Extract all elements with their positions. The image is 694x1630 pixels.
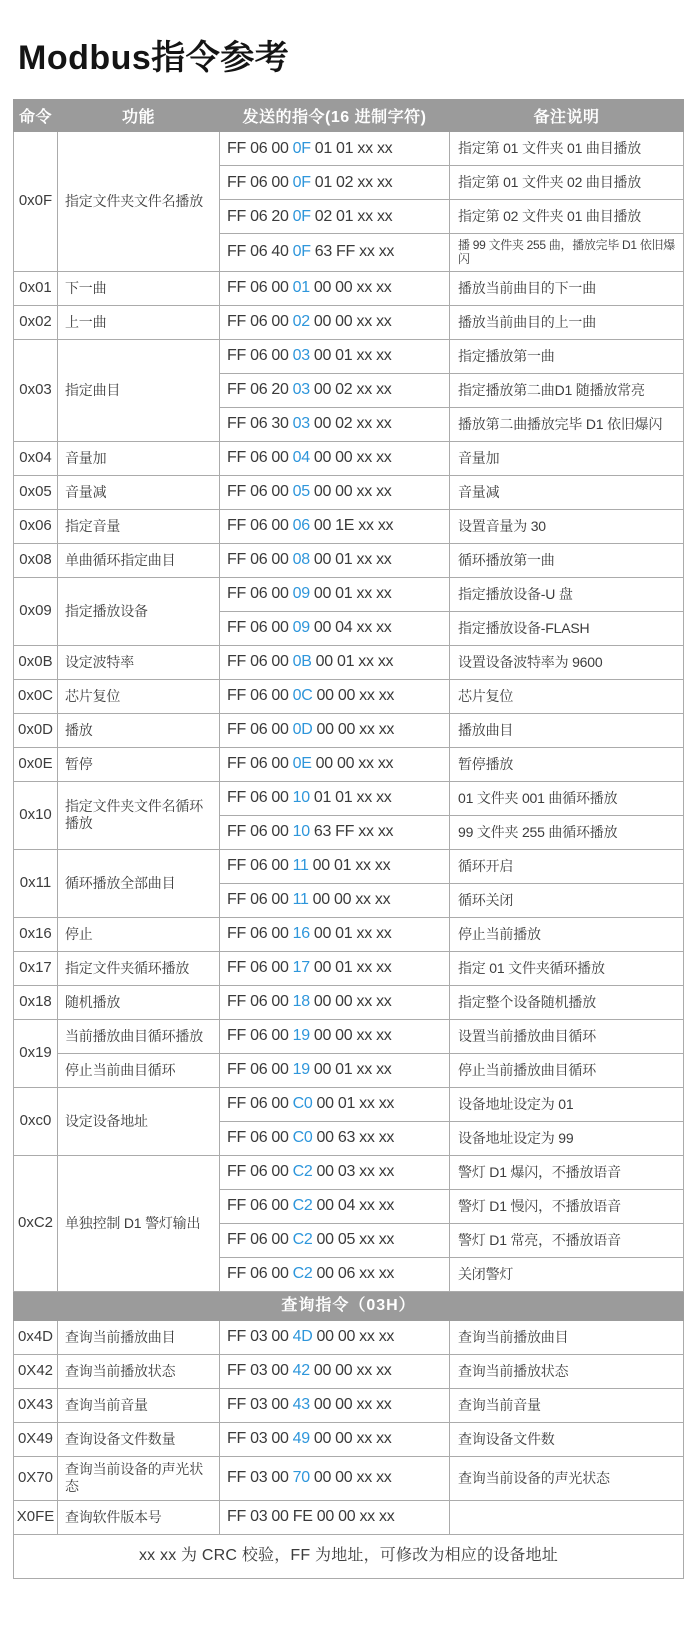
hex-suffix: 00 00 xx xx xyxy=(313,1396,392,1414)
command-cell: 0x18 xyxy=(14,985,58,1019)
function-cell: 单曲循环指定曲目 xyxy=(58,543,220,577)
note-cell: 指定第 02 文件夹 01 曲目播放 xyxy=(450,200,684,234)
hex-command-cell xyxy=(220,985,450,1019)
table-row xyxy=(14,1388,684,1422)
table-row xyxy=(14,1087,684,1121)
hex-prefix: FF 06 00 xyxy=(227,1027,289,1045)
note-cell xyxy=(450,1500,684,1534)
hex-prefix: FF 03 00 FE 00 00 xx xx xyxy=(227,1508,395,1526)
table-row xyxy=(14,679,684,713)
note-cell: 播放当前曲目的上一曲 xyxy=(450,305,684,339)
hex-register-byte: C2 xyxy=(292,1197,313,1215)
command-cell: 0X70 xyxy=(14,1456,58,1500)
hex-suffix: 00 01 xx xx xyxy=(313,959,392,977)
function-cell: 指定音量 xyxy=(58,509,220,543)
table-row xyxy=(14,1500,684,1534)
hex-register-byte: 03 xyxy=(292,415,310,433)
hex-register-byte: 70 xyxy=(292,1469,310,1487)
function-cell: 当前播放曲目循环播放 xyxy=(58,1019,220,1053)
hex-command-cell xyxy=(220,1189,450,1223)
hex-register-byte: 43 xyxy=(292,1396,310,1414)
hex-register-byte: 16 xyxy=(292,925,310,943)
note-cell: 指定整个设备随机播放 xyxy=(450,985,684,1019)
header-remarks: 备注说明 xyxy=(450,100,684,132)
hex-prefix: FF 06 00 xyxy=(227,891,289,909)
command-cell: 0x0D xyxy=(14,713,58,747)
hex-command-cell xyxy=(220,781,450,815)
hex-command-cell xyxy=(220,271,450,305)
hex-command-cell xyxy=(220,441,450,475)
hex-suffix: 00 04 xx xx xyxy=(316,1197,395,1215)
note-cell: 警灯 D1 慢闪，不播放语音 xyxy=(450,1189,684,1223)
command-cell: 0x08 xyxy=(14,543,58,577)
hex-command-cell xyxy=(220,645,450,679)
section-header-row xyxy=(14,1291,684,1320)
table-row xyxy=(14,271,684,305)
hex-register-byte: 09 xyxy=(292,585,310,603)
note-cell: 设置音量为 30 xyxy=(450,509,684,543)
hex-command-cell xyxy=(220,951,450,985)
note-cell: 99 文件夹 255 曲循环播放 xyxy=(450,815,684,849)
hex-command-cell xyxy=(220,1155,450,1189)
table-footer-note: xx xx 为 CRC 校验，FF 为地址，可修改为相应的设备地址 xyxy=(14,1534,684,1578)
table-row xyxy=(14,1456,684,1500)
hex-suffix: 02 01 xx xx xyxy=(314,207,393,225)
command-cell: 0X43 xyxy=(14,1388,58,1422)
hex-command-cell xyxy=(220,1121,450,1155)
note-cell: 查询当前播放曲目 xyxy=(450,1320,684,1354)
table-row xyxy=(14,1422,684,1456)
hex-command-cell xyxy=(220,713,450,747)
note-cell: 指定第 01 文件夹 02 曲目播放 xyxy=(450,166,684,200)
hex-prefix: FF 06 00 xyxy=(227,959,289,977)
hex-register-byte: C0 xyxy=(292,1095,313,1113)
hex-suffix: 00 00 xx xx xyxy=(313,993,392,1011)
hex-command-cell xyxy=(220,475,450,509)
command-cell: 0x0E xyxy=(14,747,58,781)
hex-prefix: FF 06 00 xyxy=(227,721,289,739)
hex-prefix: FF 06 00 xyxy=(227,1163,289,1181)
note-cell: 指定播放第二曲D1 随播放常亮 xyxy=(450,373,684,407)
function-cell: 芯片复位 xyxy=(58,679,220,713)
hex-command-cell xyxy=(220,200,450,234)
hex-register-byte: C2 xyxy=(292,1163,313,1181)
note-cell: 查询当前播放状态 xyxy=(450,1354,684,1388)
function-cell: 上一曲 xyxy=(58,305,220,339)
table-row xyxy=(14,1053,684,1087)
hex-command-cell xyxy=(220,543,450,577)
command-cell: 0x06 xyxy=(14,509,58,543)
function-cell: 停止 xyxy=(58,917,220,951)
hex-suffix: 00 01 xx xx xyxy=(313,1061,392,1079)
note-cell: 查询当前设备的声光状态 xyxy=(450,1456,684,1500)
table-row xyxy=(14,985,684,1019)
hex-suffix: 00 01 xx xx xyxy=(312,857,391,875)
hex-suffix: 00 1E xx xx xyxy=(313,517,394,535)
table-row xyxy=(14,1354,684,1388)
hex-suffix: 00 03 xx xx xyxy=(316,1163,395,1181)
command-cell: 0x11 xyxy=(14,849,58,917)
note-cell: 循环播放第一曲 xyxy=(450,543,684,577)
command-cell: 0X49 xyxy=(14,1422,58,1456)
hex-prefix: FF 06 00 xyxy=(227,653,289,671)
function-cell: 音量减 xyxy=(58,475,220,509)
note-cell: 播放当前曲目的下一曲 xyxy=(450,271,684,305)
function-cell: 播放 xyxy=(58,713,220,747)
hex-prefix: FF 06 00 xyxy=(227,993,289,1011)
hex-suffix: 00 01 xx xx xyxy=(313,925,392,943)
hex-command-cell xyxy=(220,679,450,713)
hex-register-byte: C2 xyxy=(292,1265,313,1283)
hex-suffix: 00 04 xx xx xyxy=(313,619,392,637)
hex-suffix: 00 00 xx xx xyxy=(313,1469,392,1487)
hex-suffix: 00 00 xx xx xyxy=(316,1328,395,1346)
hex-suffix: 00 00 xx xx xyxy=(313,483,392,501)
hex-register-byte: 09 xyxy=(292,619,310,637)
function-cell: 停止当前曲目循环 xyxy=(58,1053,220,1087)
function-cell: 查询当前设备的声光状态 xyxy=(58,1456,220,1500)
function-cell: 设定波特率 xyxy=(58,645,220,679)
command-cell: 0x19 xyxy=(14,1019,58,1087)
hex-suffix: 00 63 xx xx xyxy=(316,1129,395,1147)
hex-command-cell xyxy=(220,1223,450,1257)
hex-suffix: 00 00 xx xx xyxy=(313,313,392,331)
note-cell: 指定第 01 文件夹 01 曲目播放 xyxy=(450,132,684,166)
command-cell: 0x0F xyxy=(14,132,58,272)
hex-register-byte: C0 xyxy=(292,1129,313,1147)
hex-suffix: 00 00 xx xx xyxy=(316,687,395,705)
function-cell: 暂停 xyxy=(58,747,220,781)
hex-register-byte: 0F xyxy=(292,139,311,157)
page-title: Modbus指令参考 xyxy=(18,39,290,77)
hex-command-cell xyxy=(220,917,450,951)
hex-command-cell xyxy=(220,1087,450,1121)
hex-prefix: FF 06 00 xyxy=(227,1095,289,1113)
hex-prefix: FF 06 00 xyxy=(227,1061,289,1079)
note-cell: 查询设备文件数 xyxy=(450,1422,684,1456)
function-cell: 指定文件夹文件名循环播放 xyxy=(58,781,220,849)
hex-register-byte: 05 xyxy=(292,483,310,501)
hex-prefix: FF 06 00 xyxy=(227,789,289,807)
hex-suffix: 63 FF xx xx xyxy=(314,243,395,261)
hex-command-cell xyxy=(220,747,450,781)
note-cell: 指定播放设备-FLASH xyxy=(450,611,684,645)
hex-command-cell xyxy=(220,815,450,849)
note-cell: 播 99 文件夹 255 曲，播放完毕 D1 依旧爆闪 xyxy=(450,234,684,272)
hex-prefix: FF 06 20 xyxy=(227,207,289,225)
hex-prefix: FF 06 00 xyxy=(227,139,289,157)
table-row xyxy=(14,1155,684,1189)
hex-suffix: 00 00 xx xx xyxy=(312,891,391,909)
section-header: 查询指令（03H） xyxy=(14,1291,684,1320)
hex-register-byte: 11 xyxy=(292,857,309,875)
table-row xyxy=(14,441,684,475)
hex-prefix: FF 03 00 xyxy=(227,1430,289,1448)
hex-command-cell xyxy=(220,1320,450,1354)
header-function: 功能 xyxy=(58,100,220,132)
note-cell: 关闭警灯 xyxy=(450,1257,684,1291)
function-cell: 查询当前播放曲目 xyxy=(58,1320,220,1354)
note-cell: 指定播放设备-U 盘 xyxy=(450,577,684,611)
hex-prefix: FF 06 00 xyxy=(227,551,289,569)
note-cell: 设备地址设定为 99 xyxy=(450,1121,684,1155)
table-row xyxy=(14,577,684,611)
function-cell: 音量加 xyxy=(58,441,220,475)
command-cell: 0x03 xyxy=(14,339,58,441)
function-cell: 循环播放全部曲目 xyxy=(58,849,220,917)
hex-prefix: FF 06 20 xyxy=(227,381,289,399)
table-row xyxy=(14,747,684,781)
hex-register-byte: 0F xyxy=(292,207,311,225)
command-cell: 0X42 xyxy=(14,1354,58,1388)
hex-command-cell xyxy=(220,883,450,917)
table-row xyxy=(14,339,684,373)
hex-command-cell xyxy=(220,1019,450,1053)
hex-prefix: FF 06 00 xyxy=(227,313,289,331)
hex-prefix: FF 03 00 xyxy=(227,1328,289,1346)
hex-command-cell xyxy=(220,611,450,645)
function-cell: 指定文件夹文件名播放 xyxy=(58,132,220,272)
hex-register-byte: 0C xyxy=(292,687,313,705)
command-cell: X0FE xyxy=(14,1500,58,1534)
command-cell: 0x0B xyxy=(14,645,58,679)
hex-suffix: 00 01 xx xx xyxy=(313,551,392,569)
function-cell: 查询软件版本号 xyxy=(58,1500,220,1534)
command-cell: 0x01 xyxy=(14,271,58,305)
hex-register-byte: 0F xyxy=(292,243,311,261)
command-cell: 0x4D xyxy=(14,1320,58,1354)
table-row xyxy=(14,1019,684,1053)
hex-suffix: 00 05 xx xx xyxy=(316,1231,395,1249)
function-cell: 查询当前音量 xyxy=(58,1388,220,1422)
hex-register-byte: 04 xyxy=(292,449,310,467)
header-hex-command: 发送的指令(16 进制字符) xyxy=(220,100,450,132)
hex-suffix: 00 00 xx xx xyxy=(313,279,392,297)
command-cell: 0xc0 xyxy=(14,1087,58,1155)
function-cell: 查询设备文件数量 xyxy=(58,1422,220,1456)
function-cell: 指定文件夹循环播放 xyxy=(58,951,220,985)
hex-suffix: 63 FF xx xx xyxy=(313,823,394,841)
hex-suffix: 00 00 xx xx xyxy=(313,1430,392,1448)
command-cell: 0x04 xyxy=(14,441,58,475)
hex-command-cell xyxy=(220,166,450,200)
hex-prefix: FF 06 00 xyxy=(227,687,289,705)
hex-prefix: FF 06 30 xyxy=(227,415,289,433)
table-row xyxy=(14,951,684,985)
note-cell: 循环关闭 xyxy=(450,883,684,917)
command-cell: 0x10 xyxy=(14,781,58,849)
command-cell: 0x09 xyxy=(14,577,58,645)
table-header-row xyxy=(14,100,684,132)
function-cell: 设定设备地址 xyxy=(58,1087,220,1155)
function-cell: 指定播放设备 xyxy=(58,577,220,645)
note-cell: 警灯 D1 爆闪，不播放语音 xyxy=(450,1155,684,1189)
hex-register-byte: 03 xyxy=(292,381,310,399)
hex-command-cell xyxy=(220,1422,450,1456)
hex-register-byte: 03 xyxy=(292,347,310,365)
note-cell: 音量减 xyxy=(450,475,684,509)
hex-register-byte: 0E xyxy=(292,755,312,773)
hex-prefix: FF 06 00 xyxy=(227,925,289,943)
hex-command-cell xyxy=(220,849,450,883)
hex-prefix: FF 06 00 xyxy=(227,619,289,637)
table-row xyxy=(14,305,684,339)
hex-command-cell xyxy=(220,577,450,611)
hex-command-cell xyxy=(220,339,450,373)
table-row xyxy=(14,781,684,815)
hex-suffix: 00 00 xx xx xyxy=(313,1362,392,1380)
hex-register-byte: 18 xyxy=(292,993,310,1011)
hex-prefix: FF 06 00 xyxy=(227,517,289,535)
hex-command-cell xyxy=(220,1500,450,1534)
table-row xyxy=(14,645,684,679)
hex-register-byte: 49 xyxy=(292,1430,310,1448)
hex-command-cell xyxy=(220,1388,450,1422)
hex-prefix: FF 06 00 xyxy=(227,1231,289,1249)
hex-suffix: 00 01 xx xx xyxy=(313,585,392,603)
hex-suffix: 00 06 xx xx xyxy=(316,1265,395,1283)
hex-suffix: 00 02 xx xx xyxy=(313,381,392,399)
hex-prefix: FF 03 00 xyxy=(227,1396,289,1414)
note-cell: 播放第二曲播放完毕 D1 依旧爆闪 xyxy=(450,407,684,441)
hex-command-cell xyxy=(220,373,450,407)
modbus-command-table xyxy=(13,99,684,1579)
hex-register-byte: 19 xyxy=(292,1027,310,1045)
hex-suffix: 01 01 xx xx xyxy=(313,789,392,807)
table-row xyxy=(14,543,684,577)
hex-command-cell xyxy=(220,1053,450,1087)
note-cell: 查询当前音量 xyxy=(450,1388,684,1422)
note-cell: 循环开启 xyxy=(450,849,684,883)
hex-register-byte: 10 xyxy=(292,789,310,807)
hex-register-byte: 02 xyxy=(292,313,310,331)
hex-register-byte: 01 xyxy=(292,279,310,297)
hex-prefix: FF 06 00 xyxy=(227,1197,289,1215)
hex-register-byte: 19 xyxy=(292,1061,310,1079)
hex-suffix: 00 00 xx xx xyxy=(313,449,392,467)
hex-suffix: 00 01 xx xx xyxy=(316,1095,395,1113)
command-cell: 0x0C xyxy=(14,679,58,713)
hex-prefix: FF 06 00 xyxy=(227,857,289,875)
note-cell: 停止当前播放曲目循环 xyxy=(450,1053,684,1087)
hex-command-cell xyxy=(220,234,450,272)
note-cell: 01 文件夹 001 曲循环播放 xyxy=(450,781,684,815)
hex-suffix: 00 01 xx xx xyxy=(313,347,392,365)
hex-register-byte: 4D xyxy=(292,1328,313,1346)
table-row xyxy=(14,132,684,166)
note-cell: 设置设备波特率为 9600 xyxy=(450,645,684,679)
function-cell: 下一曲 xyxy=(58,271,220,305)
table-footer-row xyxy=(14,1534,684,1578)
hex-suffix: 00 02 xx xx xyxy=(313,415,392,433)
hex-register-byte: 10 xyxy=(292,823,310,841)
table-row xyxy=(14,509,684,543)
note-cell: 指定 01 文件夹循环播放 xyxy=(450,951,684,985)
note-cell: 音量加 xyxy=(450,441,684,475)
hex-prefix: FF 06 00 xyxy=(227,483,289,501)
command-cell: 0xC2 xyxy=(14,1155,58,1291)
function-cell: 随机播放 xyxy=(58,985,220,1019)
hex-suffix: 01 02 xx xx xyxy=(314,173,393,191)
header-command: 命令 xyxy=(14,100,58,132)
hex-command-cell xyxy=(220,1354,450,1388)
hex-command-cell xyxy=(220,1257,450,1291)
hex-prefix: FF 06 00 xyxy=(227,347,289,365)
hex-register-byte: 08 xyxy=(292,551,310,569)
hex-suffix: 00 00 xx xx xyxy=(313,1027,392,1045)
hex-command-cell xyxy=(220,1456,450,1500)
table-row xyxy=(14,849,684,883)
hex-prefix: FF 06 00 xyxy=(227,173,289,191)
note-cell: 设备地址设定为 01 xyxy=(450,1087,684,1121)
command-cell: 0x05 xyxy=(14,475,58,509)
function-cell: 指定曲目 xyxy=(58,339,220,441)
hex-prefix: FF 06 00 xyxy=(227,1129,289,1147)
table-row xyxy=(14,475,684,509)
note-cell: 停止当前播放 xyxy=(450,917,684,951)
hex-prefix: FF 06 00 xyxy=(227,823,289,841)
hex-register-byte: 17 xyxy=(292,959,310,977)
hex-prefix: FF 06 00 xyxy=(227,449,289,467)
hex-suffix: 00 00 xx xx xyxy=(316,721,395,739)
hex-register-byte: 0B xyxy=(292,653,312,671)
table-row xyxy=(14,1320,684,1354)
hex-register-byte: 0F xyxy=(292,173,311,191)
hex-prefix: FF 03 00 xyxy=(227,1469,289,1487)
hex-prefix: FF 06 00 xyxy=(227,585,289,603)
hex-command-cell xyxy=(220,305,450,339)
note-cell: 指定播放第一曲 xyxy=(450,339,684,373)
hex-register-byte: 42 xyxy=(292,1362,310,1380)
table-row xyxy=(14,713,684,747)
command-cell: 0x17 xyxy=(14,951,58,985)
command-cell: 0x02 xyxy=(14,305,58,339)
note-cell: 警灯 D1 常亮，不播放语音 xyxy=(450,1223,684,1257)
function-cell: 查询当前播放状态 xyxy=(58,1354,220,1388)
hex-prefix: FF 06 40 xyxy=(227,243,289,261)
hex-prefix: FF 06 00 xyxy=(227,755,289,773)
hex-command-cell xyxy=(220,509,450,543)
hex-register-byte: 06 xyxy=(292,517,310,535)
hex-register-byte: 0D xyxy=(292,721,313,739)
table-row xyxy=(14,917,684,951)
hex-suffix: 00 00 xx xx xyxy=(315,755,394,773)
hex-prefix: FF 06 00 xyxy=(227,279,289,297)
note-cell: 设置当前播放曲目循环 xyxy=(450,1019,684,1053)
hex-suffix: 01 01 xx xx xyxy=(314,139,393,157)
hex-command-cell xyxy=(220,407,450,441)
command-cell: 0x16 xyxy=(14,917,58,951)
hex-register-byte: 11 xyxy=(292,891,309,909)
function-cell: 单独控制 D1 警灯输出 xyxy=(58,1155,220,1291)
page xyxy=(0,30,694,1579)
hex-register-byte: C2 xyxy=(292,1231,313,1249)
hex-command-cell xyxy=(220,132,450,166)
hex-prefix: FF 03 00 xyxy=(227,1362,289,1380)
note-cell: 暂停播放 xyxy=(450,747,684,781)
hex-prefix: FF 06 00 xyxy=(227,1265,289,1283)
hex-suffix: 00 01 xx xx xyxy=(315,653,394,671)
note-cell: 播放曲目 xyxy=(450,713,684,747)
note-cell: 芯片复位 xyxy=(450,679,684,713)
